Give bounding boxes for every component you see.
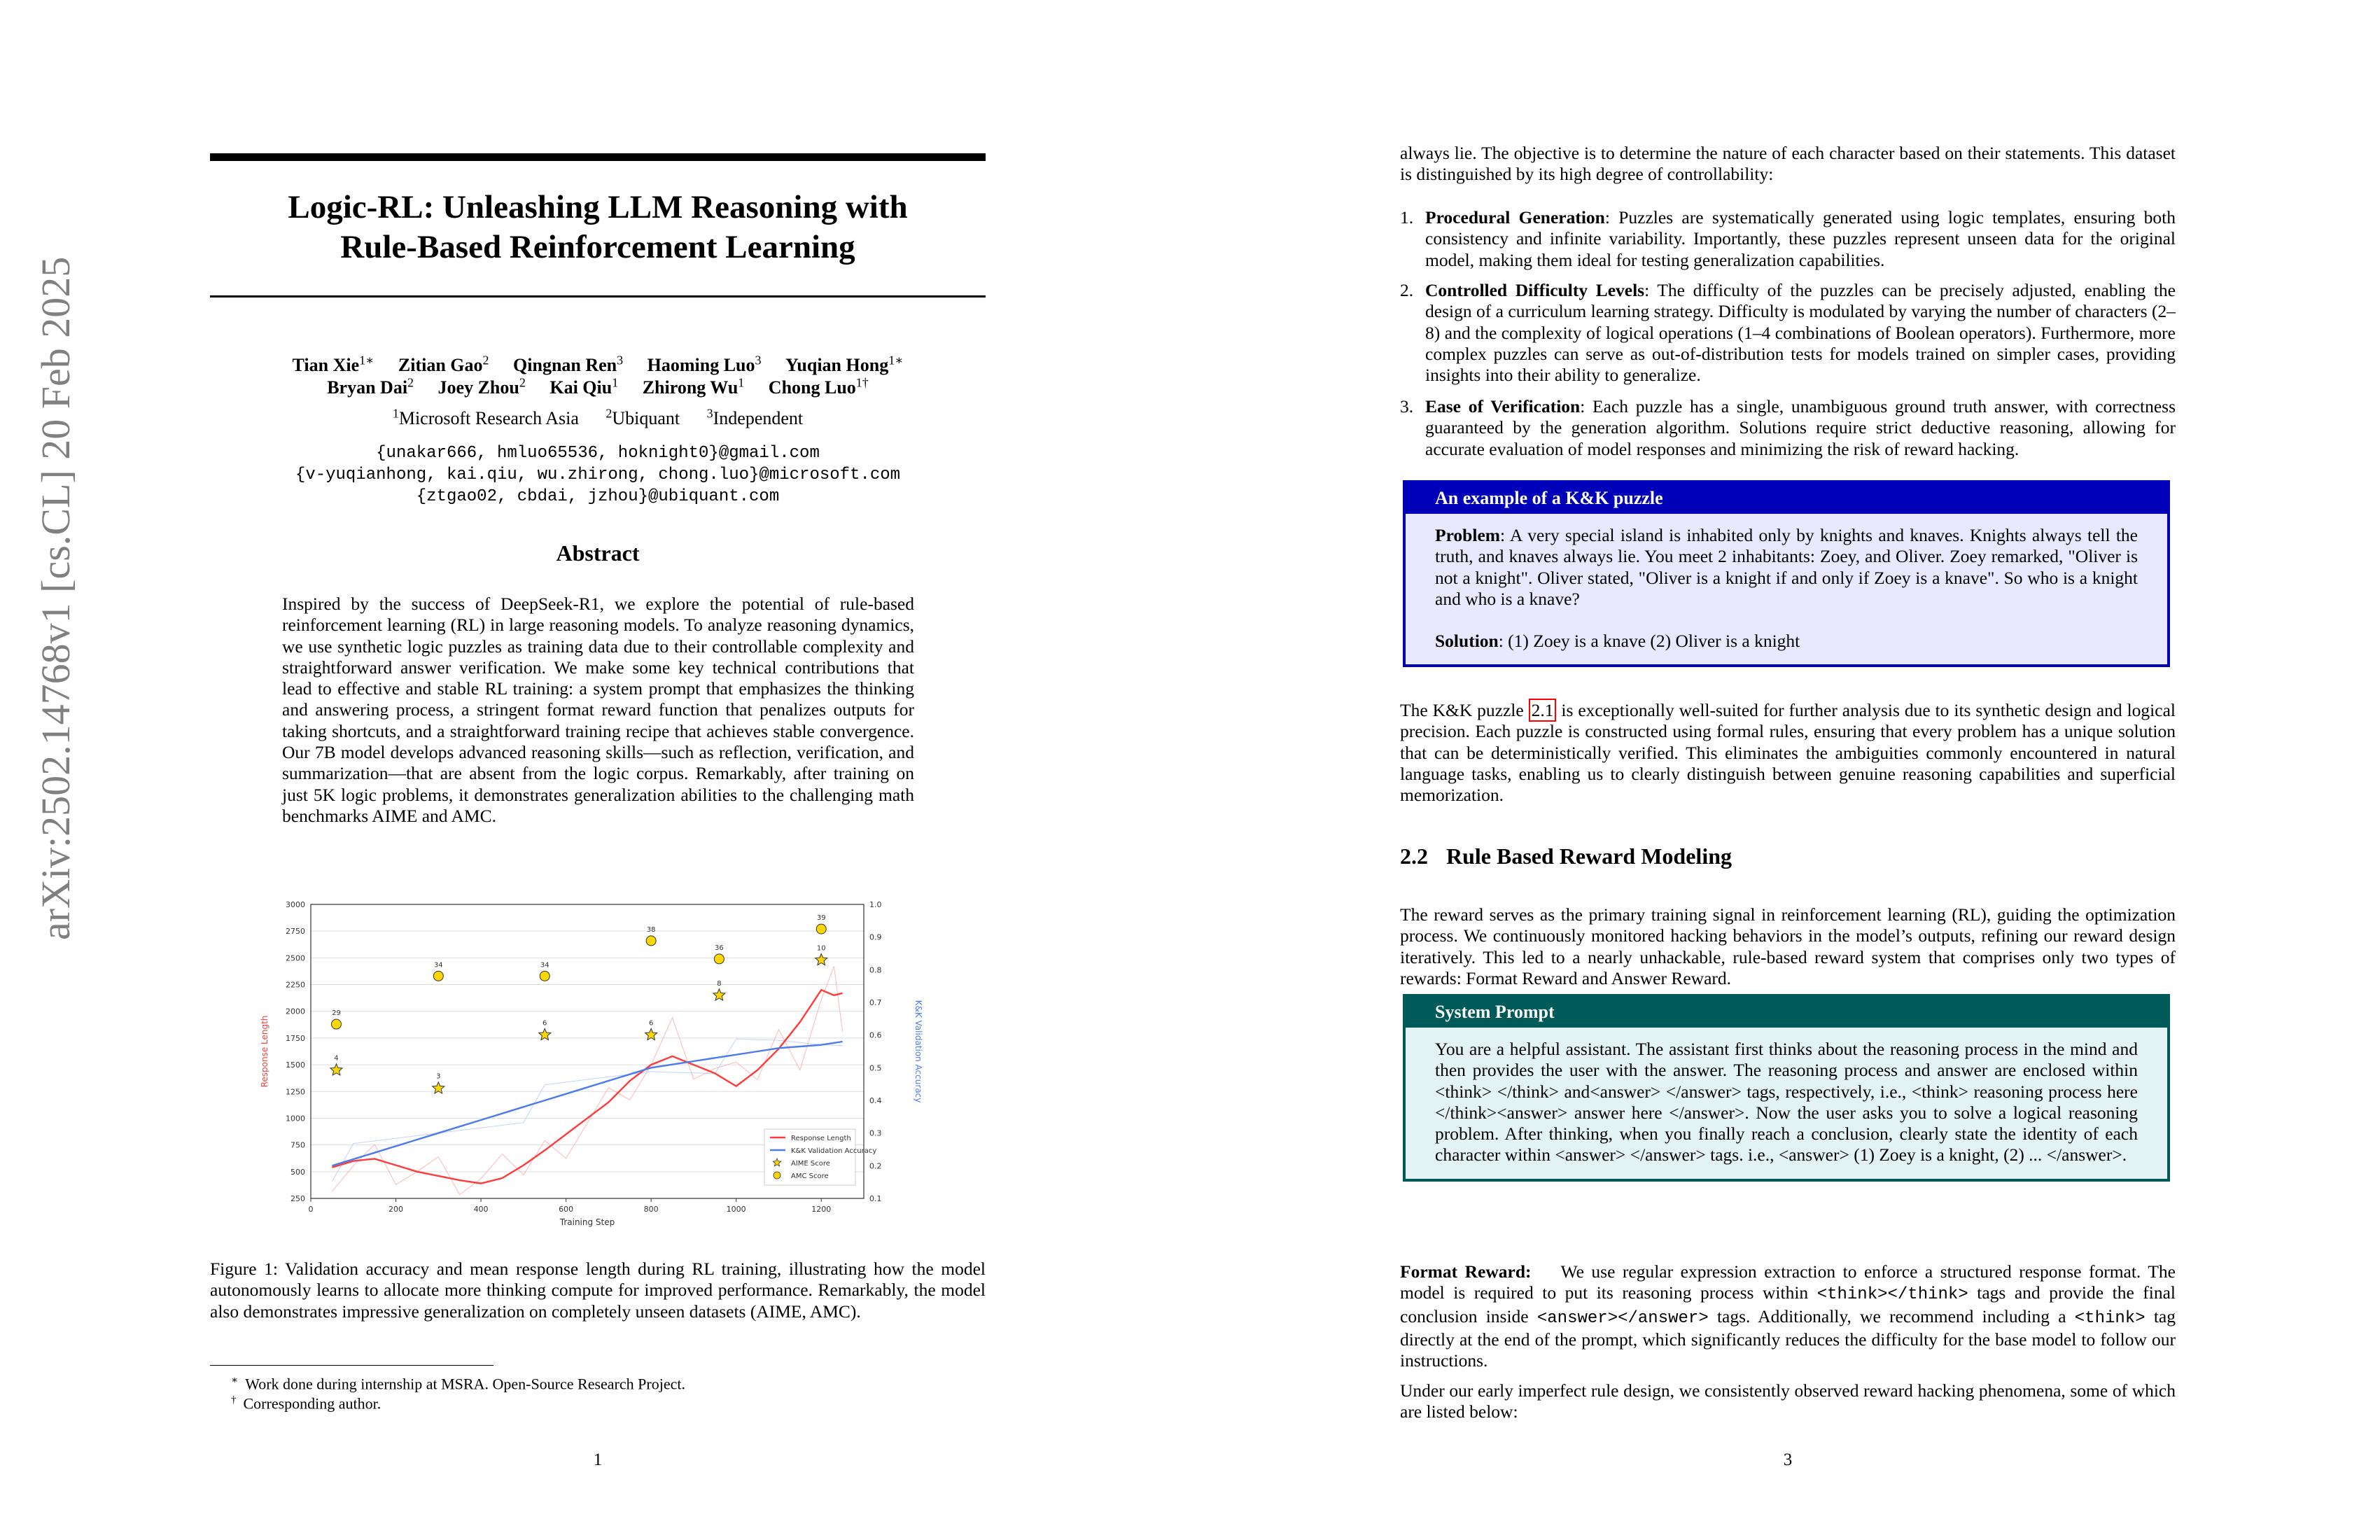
x-tick-label: 400: [473, 1205, 489, 1214]
y2-tick-label: 0.1: [869, 1194, 882, 1203]
aime-label: 6: [648, 1019, 654, 1028]
aime-label: 3: [436, 1072, 441, 1081]
amc-marker: [540, 971, 550, 981]
author: Chong Luo$^{1\dagger}$: [768, 375, 869, 398]
footnote: † Corresponding author.: [231, 1394, 382, 1413]
y-tick-label: 1000: [286, 1114, 305, 1124]
affiliation: $^3$Independent: [706, 406, 804, 428]
page-number: 3: [1783, 1450, 1793, 1469]
aime-marker: [330, 1064, 342, 1075]
list-item: 3. Ease of Verification: Each puzzle has a single, unambiguous ground truth answer, with correctness guaranteed by the generation algorithm. Solutions require strict deductive reasoning, allowing for accurate evaluation of model responses and minimizing the risk of reward hacking.: [1400, 396, 2176, 459]
y-tick-label: 2250: [286, 980, 305, 990]
section-heading: 2.2 Rule Based Reward Modeling: [1400, 844, 1732, 869]
author: Joey Zhou$^2$: [438, 375, 526, 398]
aime-label: 10: [816, 944, 826, 953]
title-rule-top: [210, 153, 986, 161]
legend-label: AIME Score: [791, 1160, 830, 1168]
y2-axis-label: K&K Validation Accuracy: [913, 1000, 923, 1103]
y-tick-label: 1750: [286, 1033, 305, 1043]
title-rule-bottom: [210, 295, 986, 298]
kk-paragraph: The K&K puzzle 2.1 is exceptionally well-suited for further analysis due to its synthetic design and logical precision. Each puzzle is constructed using formal rules, ensuring that every problem has a unique solution that can be deterministically verified. This eliminates the ambiguities commonly encountered in natural language tasks, enabling us to clearly distinguish between genuine reasoning capabilities and superficial memorization.: [1400, 700, 2176, 806]
list-item: 2. Controlled Difficulty Levels: The difficulty of the puzzles can be precisely adjusted, enabling the design of a curriculum learning strategy. Difficulty is modulated by varying the number of characters (2–8) and the complexity of logical operations (1–4 combinations of Boolean operators). Furthermore, more complex puzzles can serve as out-of-distribution tests for models trained on simpler cases, providing insights into their ability to generalize.: [1400, 280, 2176, 386]
amc-marker: [646, 936, 656, 946]
y-tick-label: 250: [290, 1194, 305, 1203]
legend-swatch: [774, 1172, 780, 1179]
amc-marker: [714, 954, 724, 964]
intro-paragraph: always lie. The objective is to determine the nature of each character based on their statements. This dataset is distinguished by its high degree of controllability:: [1400, 143, 2176, 185]
y-tick-label: 1500: [286, 1060, 305, 1070]
reward-paragraph: The reward serves as the primary training signal in reinforcement learning (RL), guiding the optimization process. We continuously monitored hacking behaviors in the model’s outputs, refining our reward design iteratively. This led to a nearly unhackable, rule-based reward system that comprises only two types of rewards: Format Reward and Answer Reward.: [1400, 904, 2176, 988]
amc-label: 34: [433, 961, 443, 969]
x-tick-label: 1000: [726, 1205, 746, 1214]
y2-tick-label: 1.0: [869, 900, 882, 909]
affiliation: $^1$Microsoft Research Asia: [392, 406, 579, 428]
x-tick-label: 200: [388, 1205, 404, 1214]
x-tick-label: 0: [308, 1205, 314, 1214]
affiliations: [210, 406, 986, 429]
y2-tick-label: 0.4: [869, 1096, 882, 1105]
amc-label: 34: [540, 961, 550, 969]
email-line[interactable]: {unakar666, hmluo65536, hoknight0}@gmail.com: [376, 444, 820, 463]
paper-title: [210, 188, 986, 267]
arxiv-stamp: arXiv:2502.14768v1 [cs.CL] 20 Feb 2025: [33, 256, 78, 940]
email-line[interactable]: {ztgao02, cbdai, jzhou}@ubiquant.com: [416, 487, 780, 506]
kk-box-body: [1406, 514, 2167, 664]
footnote: ∗ Work done during internship at MSRA. Open-Source Research Project.: [231, 1375, 685, 1393]
sys-box-body: You are a helpful assistant. The assistant first thinks about the reasoning process in the mind and then provides the user with the answer. The reasoning process and answer are enclosed within <think> </think> and<answer> </answer> tags, respectively, i.e., <think> reasoning process here </think><answer> answer here </answer>. Now the user asks you to solve a logical reasoning problem. After thinking, when you finally reach a conclusion, clearly state the identity of each character within <answer> </answer> tags. i.e., <answer> (1) Zoey is a knight, (2) ... </answer>.: [1406, 1028, 2167, 1179]
author: Qingnan Ren$^3$: [513, 353, 624, 375]
y-tick-label: 2750: [286, 927, 305, 937]
amc-marker: [331, 1019, 341, 1029]
y2-tick-label: 0.9: [869, 932, 882, 942]
legend-label: K&K Validation Accuracy: [791, 1147, 877, 1155]
amc-label: 29: [332, 1009, 341, 1018]
author: Kai Qiu$^1$: [550, 375, 619, 398]
kk-solution: Solution: (1) Zoey is a knave (2) Oliver is a knight: [1435, 631, 1800, 652]
list-item: 1. Procedural Generation: Puzzles are systematically generated using logic templates, ensuring both consistency and infinite variability. Importantly, these puzzles represent unseen data for the original model, making them ideal for testing generalization capabilities.: [1400, 207, 2176, 270]
y2-tick-label: 0.3: [869, 1128, 882, 1138]
section-reference-link[interactable]: 2.1: [1529, 699, 1557, 722]
author: Yuqian Hong$^{1∗}$: [785, 353, 904, 375]
author: Haoming Luo$^3$: [647, 353, 762, 375]
right-page: [1190, 0, 2380, 1540]
y2-tick-label: 0.7: [869, 998, 882, 1007]
aime-marker: [713, 989, 725, 1000]
system-prompt-box: [1403, 994, 2170, 1182]
affiliation: $^2$Ubiquant: [606, 406, 680, 428]
y-tick-label: 500: [290, 1167, 305, 1177]
y2-tick-label: 0.5: [869, 1063, 882, 1073]
author: Zhirong Wu$^1$: [642, 375, 745, 398]
y-tick-label: 1250: [286, 1087, 305, 1097]
author: Tian Xie$^{1∗}$: [292, 353, 374, 375]
x-axis-label: Training Step: [559, 1217, 615, 1227]
y-tick-label: 2500: [286, 953, 305, 963]
abstract-heading: Abstract: [556, 540, 640, 566]
amc-label: 36: [715, 944, 724, 952]
footnote-rule: [210, 1365, 493, 1366]
sys-box-title: System Prompt: [1406, 997, 2167, 1028]
y2-tick-label: 0.8: [869, 965, 882, 975]
hacking-paragraph: Under our early imperfect rule design, we consistently observed reward hacking phenomena, some of which are listed below:: [1400, 1380, 2176, 1422]
figure-1-chart: [252, 896, 931, 1232]
title-line-1: Logic-RL: Unleashing LLM Reasoning with: [288, 189, 908, 225]
y2-tick-label: 0.6: [869, 1030, 882, 1040]
abstract-body: Inspired by the success of DeepSeek-R1, we explore the potential of rule-based reinforcement learning (RL) in large reasoning models. To analyze reasoning dynamics, we use synthetic logic puzzles as training data due to their controllable complexity and straightforward answer verification. We make some key technical contributions that lead to effective and stable RL training: a system prompt that emphasizes the thinking and answering process, a stringent format reward function that penalizes outputs for taking shortcuts, and a straightforward training recipe that achieves stable convergence. Our 7B model develops advanced reasoning skills—such as reflection, verification, and summarization—that are absent from the logic corpus. Remarkably, after training on just 5K logic problems, it demonstrates generalization abilities to the challenging math benchmarks AIME and AMC.: [282, 594, 914, 826]
y-tick-label: 750: [290, 1140, 305, 1150]
aime-marker: [816, 953, 827, 965]
legend-label: Response Length: [791, 1135, 851, 1142]
y2-tick-label: 0.2: [869, 1161, 882, 1171]
kk-problem: Problem: A very special island is inhabited only by knights and knaves. Knights always tell the truth, and knaves always lie. You meet 2 inhabitants: Zoey, and Oliver. Zoey remarked, "Oliver is not a knight". Oliver stated, "Oliver is a knight if and only if Zoey is a knave". So who is a knight and who is a knave?: [1435, 525, 2138, 609]
amc-marker: [433, 971, 443, 981]
y-tick-label: 2000: [286, 1007, 305, 1016]
format-reward-paragraph: Format Reward: We use regular expression extraction to enforce a structured response format. The model is required to put its reasoning process within <think></think> tags and provide the final conclusion inside <answer></answer> tags. Additionally, we recommend including a <think> tag directly at the end of the prompt, which significantly reduces the difficulty for the base model to follow our instructions.: [1400, 1261, 2176, 1371]
x-tick-label: 600: [559, 1205, 574, 1214]
page-number: 1: [593, 1450, 603, 1469]
aime-label: 6: [542, 1019, 547, 1028]
kk-box-title: An example of a K&K puzzle: [1406, 483, 2167, 514]
amc-marker: [816, 924, 826, 934]
legend-label: AMC Score: [791, 1172, 829, 1180]
author: Bryan Dai$^2$: [327, 375, 414, 398]
x-tick-label: 800: [643, 1205, 659, 1214]
y-axis-label: Response Length: [260, 1015, 270, 1088]
kk-puzzle-example-box: [1403, 480, 2170, 667]
y-tick-label: 3000: [286, 900, 305, 909]
amc-label: 38: [646, 925, 656, 934]
chart-legend: [764, 1129, 876, 1185]
title-line-2: Rule-Based Reinforcement Learning: [340, 229, 855, 265]
figure-caption: Figure 1: Validation accuracy and mean response length during RL training, illustrating how the model autonomously learns to allocate more thinking compute for improved performance. Remarkably, the model also demonstrates impressive generalization on completely unseen datasets (AIME, AMC).: [210, 1259, 986, 1322]
authors-row-2: [210, 375, 986, 398]
amc-label: 39: [816, 914, 826, 923]
x-tick-label: 1200: [811, 1205, 832, 1214]
author: Zitian Gao$^2$: [398, 353, 489, 375]
aime-label: 8: [717, 979, 722, 988]
authors-row-1: [210, 353, 986, 376]
aime-label: 4: [334, 1054, 339, 1063]
chart-markers: [330, 914, 827, 1093]
email-line[interactable]: {v-yuqianhong, kai.qiu, wu.zhirong, chong.luo}@microsoft.com: [295, 465, 901, 484]
